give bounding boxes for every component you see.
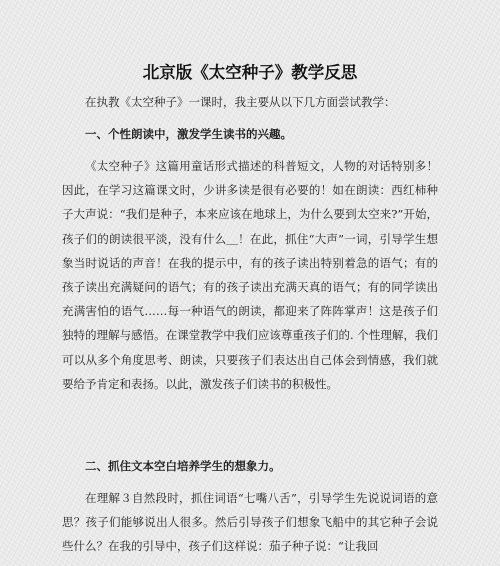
document-title: 北京版《太空种子》教学反思: [142, 63, 358, 82]
intro-paragraph: 在执教《太空种子》一课时，我主要从以下几方面尝试教学：: [85, 95, 396, 109]
section-1-heading: 一、个性朗读中，激发学生读书的兴趣。: [85, 127, 292, 141]
section-1-paragraph: 《太空种子》这篇用童话形式描述的科普短文，人物的对话特别多！因此，在学习这篇课文时，少讲多读是很有必要的！如在朗读：西红柿种子大声说：“我们是种子，本来应该在地球上，为什么要到太空来?”开始，孩子们的朗读很平淡，没有什么＿！在此，抓住“大声”一词，引导学生想象当时说话的声音！在我的提示中，有的孩子读出特别着急的语气；有的孩子读出充满疑问的语气；有的孩子读出充满天真的语气；有的同学读出充满害怕的语气……每一种语气的朗读，都迎来了阵阵掌声！这是孩子们独特的理解与感悟。在课堂教学中我们应该尊重孩子们的. 个性理解，我们可以从多个角度思考、朗读，只要孩子们表达出自己体会到情感，我们就要给予肯定和表扬。以此，激发孩子们读书的积极性。: [62, 159, 438, 391]
section-2-paragraph: 在理解３自然段时，抓住词语“七嘴八舌”，引导学生先说说词语的意思？孩子们能够说出人很多。然后引导孩子们想象飞船中的其它种子会说些什么？在我的引导中，孩子们这样说：茄子种子说：“让我回: [62, 491, 438, 554]
section-2-heading: 二、抓住文本空白培养学生的想象力。: [85, 459, 281, 473]
